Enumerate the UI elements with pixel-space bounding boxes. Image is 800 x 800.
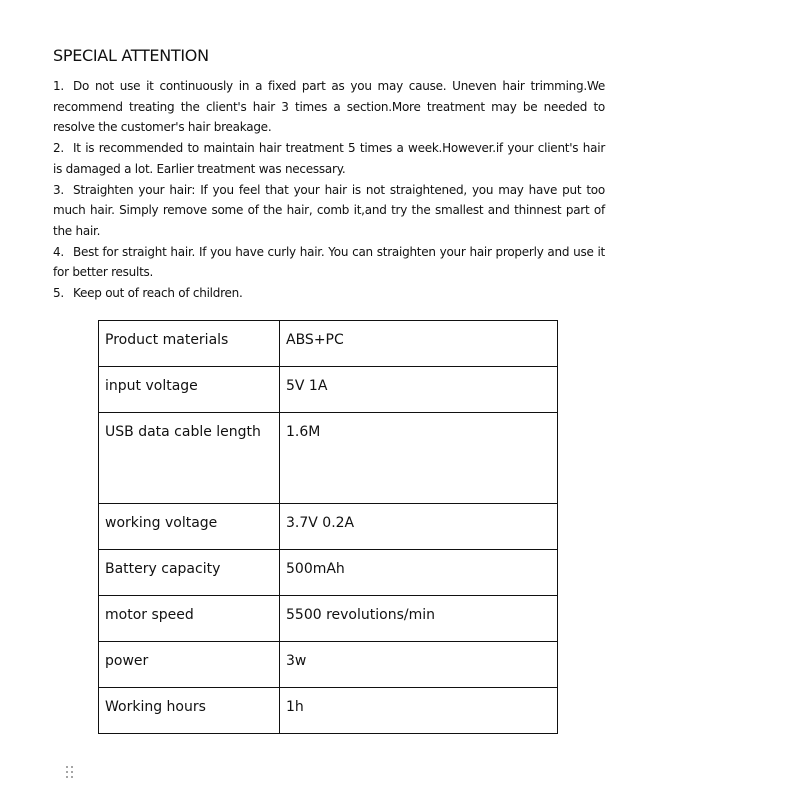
spec-label-cell: USB data cable length: [99, 413, 280, 504]
spec-label-cell: Battery capacity: [99, 550, 280, 596]
list-item-text: It is recommended to maintain hair treatment 5 times a week.However.if your client's hair is damaged a lot. Earlier treatment was necessary.: [53, 141, 605, 176]
table-row: [99, 688, 558, 734]
page-title: SPECIAL ATTENTION: [53, 46, 209, 65]
spec-value-cell: 5V 1A: [280, 367, 558, 413]
list-item-number: 3.: [53, 182, 64, 197]
list-item: [53, 242, 605, 283]
table-row: [99, 596, 558, 642]
list-item: [53, 76, 605, 138]
list-item: [53, 180, 605, 242]
list-item-text: Best for straight hair. If you have curly hair. You can straighten your hair properly and use it for better results.: [53, 244, 605, 280]
list-item-number: 1.: [53, 79, 64, 93]
spec-label-cell: motor speed: [99, 596, 280, 642]
drag-handle-icon[interactable]: [66, 766, 76, 782]
table-row: [99, 504, 558, 550]
spec-label-cell: power: [99, 642, 280, 688]
list-item: [53, 138, 605, 179]
spec-value-cell: 5500 revolutions/min: [280, 596, 558, 642]
instruction-list: [53, 76, 605, 304]
list-item-number: 2.: [53, 141, 64, 156]
spec-value-cell: 3w: [280, 642, 558, 688]
list-item-text: Keep out of reach of children.: [73, 286, 243, 301]
spec-value-cell: 3.7V 0.2A: [280, 504, 558, 550]
list-item-number: 5.: [53, 286, 64, 301]
spec-value-cell: 1h: [280, 688, 558, 734]
spec-label-cell: input voltage: [99, 367, 280, 413]
list-item-number: 4.: [53, 244, 64, 259]
spec-label-cell: Working hours: [99, 688, 280, 734]
table-row: [99, 367, 558, 413]
spec-value-cell: ABS+PC: [280, 321, 558, 367]
table-row: [99, 321, 558, 367]
table-row: [99, 413, 558, 504]
spec-value-cell: 500mAh: [280, 550, 558, 596]
list-item-text: Do not use it continuously in a fixed part as you may cause. Uneven hair trimming.We recommend treating the client's hair 3 times a section.More treatment may be needed to resolve the customer's hair breakage.: [53, 79, 605, 135]
list-item: [53, 283, 605, 304]
spec-label-cell: working voltage: [99, 504, 280, 550]
spec-label-cell: Product materials: [99, 321, 280, 367]
table-row: [99, 642, 558, 688]
list-item-text: Straighten your hair: If you feel that your hair is not straightened, you may have put too much hair. Simply remove some of the hair, comb it,and try the smallest and thinnest part of the hair.: [53, 182, 605, 238]
table-row: [99, 550, 558, 596]
spec-value-cell: 1.6M: [280, 413, 558, 504]
spec-table: [98, 320, 558, 734]
